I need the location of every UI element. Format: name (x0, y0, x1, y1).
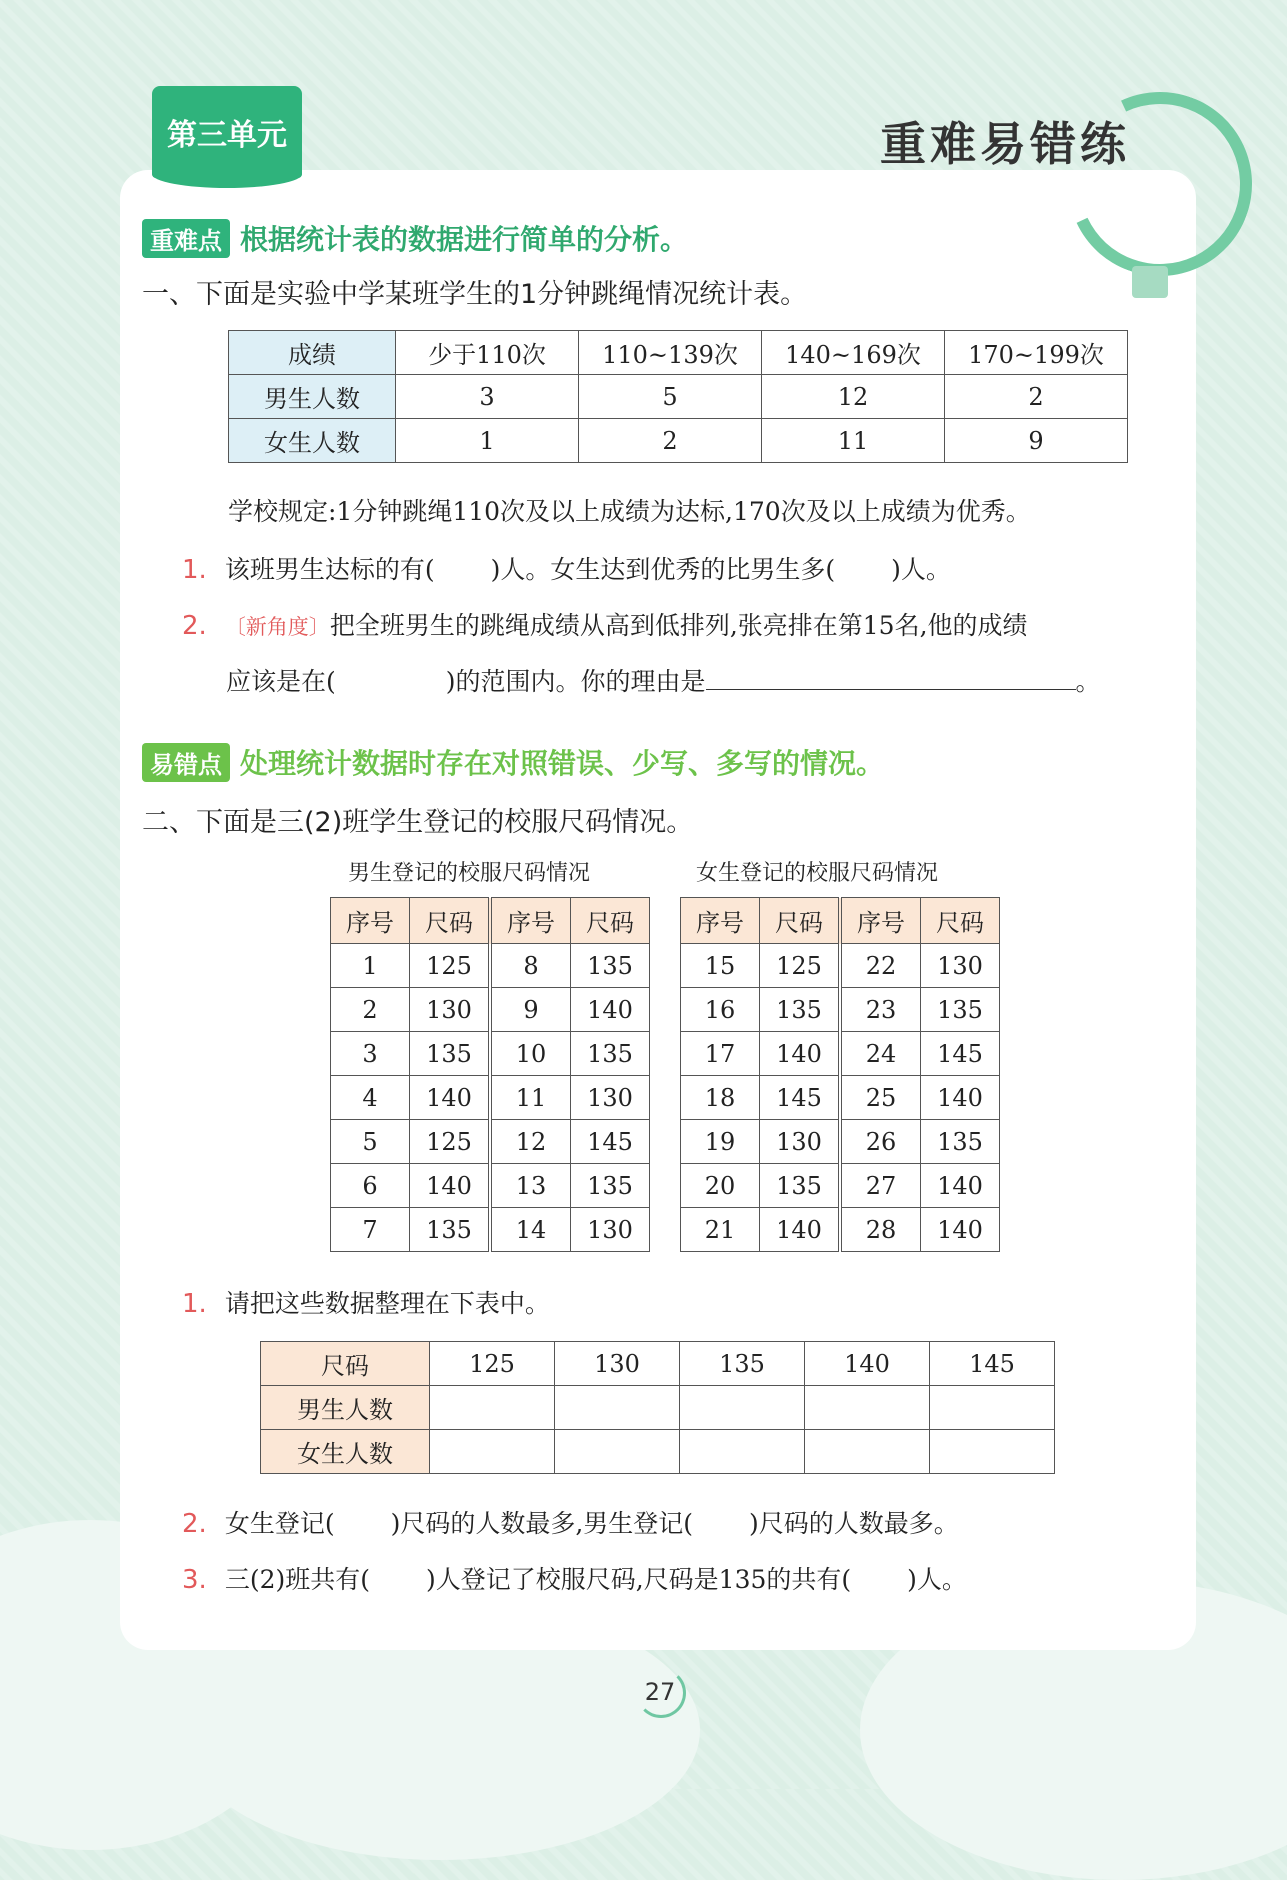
table-row (681, 1032, 1000, 1076)
table-cell: 130 (555, 1342, 680, 1386)
table-cell: 135 (921, 1120, 1000, 1164)
table-cell: 26 (840, 1120, 921, 1164)
table-cell: 11 (490, 1076, 571, 1120)
table-cell: 2 (945, 375, 1128, 419)
table-cell: 140 (805, 1342, 930, 1386)
table-cell: 24 (840, 1032, 921, 1076)
table-cell: 130 (760, 1120, 841, 1164)
key-point-heading: 根据统计表的数据进行简单的分析。 (240, 223, 689, 256)
table-row (681, 944, 1000, 988)
question-text: 女生登记( (224, 1509, 335, 1538)
question-number: 1. (182, 555, 207, 585)
question-text: 应该是在( (226, 667, 336, 696)
key-point-line (142, 218, 688, 258)
question-text: 。 (1075, 667, 1101, 696)
table-row (229, 419, 1128, 463)
table-row (331, 898, 650, 944)
table-cell: 11 (762, 419, 945, 463)
table-row (229, 331, 1128, 375)
table-row (681, 1120, 1000, 1164)
table-cell: 25 (840, 1076, 921, 1120)
sub-question-5 (182, 1560, 967, 1596)
table-cell: 135 (921, 988, 1000, 1032)
table-row (261, 1386, 1055, 1430)
table-cell: 3 (331, 1032, 410, 1076)
table-row (681, 988, 1000, 1032)
error-point-tag: 易错点 (142, 743, 230, 782)
sub-question-3 (182, 1284, 550, 1320)
table-cell: 28 (840, 1208, 921, 1252)
question-text: 请把这些数据整理在下表中。 (224, 1289, 550, 1318)
table-cell: 140 (921, 1164, 1000, 1208)
table-cell: 5 (579, 375, 762, 419)
table-cell: 145 (921, 1032, 1000, 1076)
table-cell: 130 (921, 944, 1000, 988)
answer-cell[interactable] (430, 1430, 555, 1474)
table-cell: 1 (331, 944, 410, 988)
table-cell: 145 (571, 1120, 650, 1164)
table-header: 尺码 (760, 898, 841, 944)
answer-cell[interactable] (930, 1386, 1055, 1430)
table-cell: 125 (760, 944, 841, 988)
table-cell: 3 (396, 375, 579, 419)
table-cell: 140 (921, 1208, 1000, 1252)
answer-cell[interactable] (555, 1430, 680, 1474)
table-cell: 135 (410, 1032, 491, 1076)
page-number: 27 (640, 1672, 680, 1712)
table-cell: 170~199次 (945, 331, 1128, 375)
page-title: 重难易错练 (880, 117, 1130, 171)
table-cell: 12 (490, 1120, 571, 1164)
table-row (331, 988, 650, 1032)
answer-cell[interactable] (930, 1430, 1055, 1474)
answer-cell[interactable] (430, 1386, 555, 1430)
table-header: 尺码 (571, 898, 650, 944)
table-cell: 130 (410, 988, 491, 1032)
answer-line[interactable] (706, 667, 1076, 690)
error-point-heading: 处理统计数据时存在对照错误、少写、多写的情况。 (240, 747, 885, 780)
balloon-basket-icon (1132, 266, 1168, 298)
table-cell: 140 (410, 1164, 491, 1208)
table-cell: 135 (760, 1164, 841, 1208)
table-row (261, 1342, 1055, 1386)
table-cell: 1 (396, 419, 579, 463)
table-cell: 140 (410, 1076, 491, 1120)
question-text: )人。 (907, 1565, 967, 1594)
table-cell: 女生人数 (229, 419, 396, 463)
sub-question-1 (182, 550, 951, 586)
table-cell: 尺码 (261, 1342, 430, 1386)
key-point-tag: 重难点 (142, 219, 230, 258)
question-text: )人登记了校服尺码,尺码是135的共有( (425, 1565, 852, 1594)
boys-table-caption: 男生登记的校服尺码情况 (348, 861, 591, 886)
table-cell: 130 (571, 1208, 650, 1252)
question-two: 二、下面是三(2)班学生登记的校服尺码情况。 (142, 807, 694, 838)
table-cell: 15 (681, 944, 760, 988)
table-cell: 9 (945, 419, 1128, 463)
table-cell: 4 (331, 1076, 410, 1120)
question-text: 三(2)班共有( (224, 1565, 370, 1594)
table-cell: 10 (490, 1032, 571, 1076)
table-row (681, 1076, 1000, 1120)
table-cell: 125 (410, 944, 491, 988)
question-number: 2. (182, 1509, 207, 1539)
question-one: 一、下面是实验中学某班学生的1分钟跳绳情况统计表。 (142, 279, 808, 310)
answer-cell[interactable] (805, 1386, 930, 1430)
table-cell: 9 (490, 988, 571, 1032)
table-cell: 140 (760, 1208, 841, 1252)
table-cell: 140 (571, 988, 650, 1032)
table-cell: 20 (681, 1164, 760, 1208)
table-cell: 23 (840, 988, 921, 1032)
table-header: 序号 (490, 898, 571, 944)
girls-size-table (680, 897, 1000, 1252)
table-cell: 16 (681, 988, 760, 1032)
sub-question-2 (182, 606, 1028, 642)
table-cell: 女生人数 (261, 1430, 430, 1474)
table-row (261, 1430, 1055, 1474)
table-cell: 18 (681, 1076, 760, 1120)
table-cell: 17 (681, 1032, 760, 1076)
jump-rope-table (228, 330, 1128, 463)
question-text: )人。女生达到优秀的比男生多( (490, 555, 836, 584)
new-angle-tag: 〔新角度〕 (224, 615, 330, 639)
table-row (681, 1208, 1000, 1252)
question-number: 1. (182, 1289, 207, 1319)
table-cell: 145 (760, 1076, 841, 1120)
table-cell: 21 (681, 1208, 760, 1252)
table-cell: 145 (930, 1342, 1055, 1386)
summary-table (260, 1341, 1055, 1474)
table-cell: 110~139次 (579, 331, 762, 375)
question-text: )尺码的人数最多,男生登记( (390, 1509, 694, 1538)
table-cell: 125 (410, 1120, 491, 1164)
table-cell: 27 (840, 1164, 921, 1208)
table-cell: 6 (331, 1164, 410, 1208)
table-cell: 19 (681, 1120, 760, 1164)
table-row (331, 1076, 650, 1120)
table-cell: 男生人数 (261, 1386, 430, 1430)
table-cell: 135 (680, 1342, 805, 1386)
rule-text: 学校规定:1分钟跳绳110次及以上成绩为达标,170次及以上成绩为优秀。 (228, 497, 1031, 526)
table-cell: 135 (571, 1032, 650, 1076)
table-cell: 成绩 (229, 331, 396, 375)
table-row (331, 1208, 650, 1252)
table-cell: 2 (579, 419, 762, 463)
table-header: 尺码 (921, 898, 1000, 944)
table-cell: 125 (430, 1342, 555, 1386)
table-header: 序号 (331, 898, 410, 944)
table-cell: 135 (571, 1164, 650, 1208)
table-cell: 14 (490, 1208, 571, 1252)
table-cell: 5 (331, 1120, 410, 1164)
table-cell: 135 (571, 944, 650, 988)
table-cell: 12 (762, 375, 945, 419)
table-row (331, 1164, 650, 1208)
table-cell: 2 (331, 988, 410, 1032)
answer-cell[interactable] (555, 1386, 680, 1430)
table-cell: 135 (760, 988, 841, 1032)
table-row (229, 375, 1128, 419)
table-header: 序号 (840, 898, 921, 944)
table-cell: 7 (331, 1208, 410, 1252)
question-text: )的范围内。你的理由是 (445, 667, 706, 696)
table-header: 尺码 (410, 898, 491, 944)
table-row (681, 898, 1000, 944)
sub-question-2-line2 (226, 662, 1101, 698)
table-cell: 男生人数 (229, 375, 396, 419)
question-text: )尺码的人数最多。 (749, 1509, 959, 1538)
table-cell: 140~169次 (762, 331, 945, 375)
question-text: )人。 (891, 555, 951, 584)
table-cell: 8 (490, 944, 571, 988)
table-row (331, 944, 650, 988)
table-cell: 140 (760, 1032, 841, 1076)
answer-cell[interactable] (680, 1386, 805, 1430)
question-text: 把全班男生的跳绳成绩从高到低排列,张亮排在第15名,他的成绩 (329, 611, 1028, 640)
table-cell: 135 (410, 1208, 491, 1252)
table-header: 序号 (681, 898, 760, 944)
table-cell: 少于110次 (396, 331, 579, 375)
table-cell: 13 (490, 1164, 571, 1208)
table-cell: 140 (921, 1076, 1000, 1120)
girls-table-caption: 女生登记的校服尺码情况 (696, 861, 939, 886)
answer-cell[interactable] (805, 1430, 930, 1474)
question-text: 该班男生达标的有( (224, 555, 435, 584)
table-row (331, 1120, 650, 1164)
table-cell: 22 (840, 944, 921, 988)
table-cell: 130 (571, 1076, 650, 1120)
table-row (331, 1032, 650, 1076)
table-row (681, 1164, 1000, 1208)
answer-cell[interactable] (680, 1430, 805, 1474)
boys-size-table (330, 897, 650, 1252)
question-number: 3. (182, 1565, 207, 1595)
sub-question-4 (182, 1504, 959, 1540)
unit-label: 第三单元 (152, 86, 302, 178)
question-number: 2. (182, 611, 207, 641)
error-point-line (142, 742, 884, 782)
